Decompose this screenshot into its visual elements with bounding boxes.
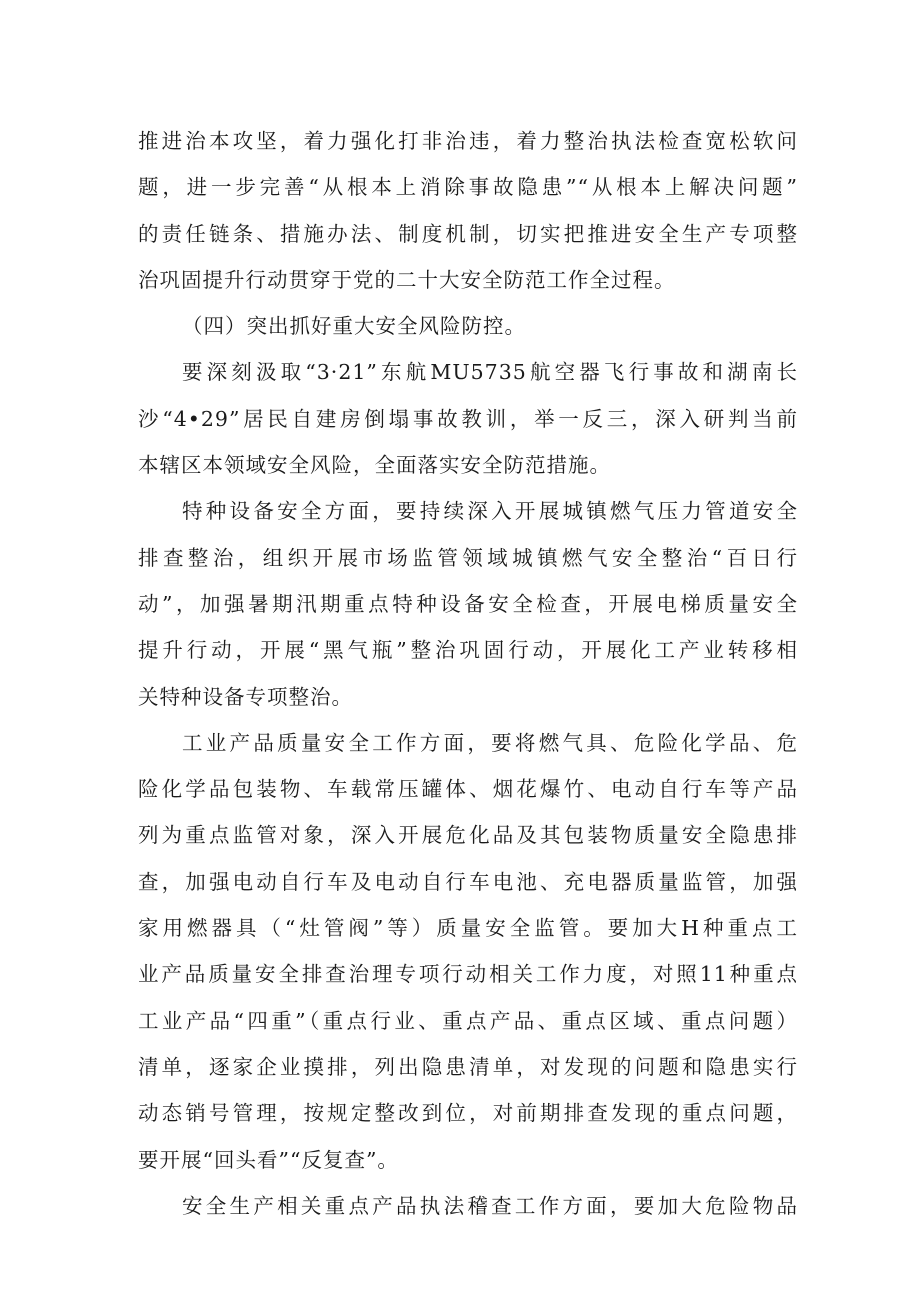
text-line-16: 列为重点监管对象，深入开展危化品及其包装物质量安全隐患排 [138, 823, 798, 848]
text-line-15: 险化学品包装物、车载常压罐体、烟花爆竹、电动自行车等产品 [138, 777, 798, 802]
text-line-21: 清单，逐家企业摸排，列出隐患清单，对发现的问题和隐患实行 [138, 1054, 798, 1079]
text-line-1: 推进治本攻坚，着力强化打非治违，着力整治执法检查宽松软问 [138, 129, 798, 153]
text-line-9: 特种设备安全方面，要持续深入开展城镇燃气压力管道安全 [182, 499, 798, 524]
text-line-13: 关特种设备专项整治。 [138, 684, 353, 709]
text-line-19: 业产品质量安全排查治理专项行动相关工作力度，对照11种重点 [138, 962, 798, 987]
text-line-20: 工业产品“四重”（重点行业、重点产品、重点区域、重点问题） [138, 1008, 798, 1033]
text-line-24: 安全生产相关重点产品执法稽查工作方面，要加大危险物品 [182, 1193, 798, 1218]
text-line-14: 工业产品质量安全工作方面，要将燃气具、危险化学品、危 [182, 730, 798, 755]
text-line-11: 动”，加强暑期汛期重点特种设备安全检查，开展电梯质量安全 [138, 591, 798, 616]
document-body [138, 118, 798, 1229]
text-line-8: 本辖区本领域安全风险，全面落实安全防范措施。 [138, 453, 611, 478]
text-line-23: 要开展“回头看”“反复查”。 [138, 1147, 399, 1172]
text-line-7: 沙“4•29”居民自建房倒塌事故教训，举一反三，深入研判当前 [138, 406, 798, 431]
text-line-12: 提升行动，开展“黑气瓶”整治巩固行动，开展化工产业转移相 [138, 638, 798, 663]
section-heading: （四）突出抓好重大安全风险防控。 [182, 314, 526, 339]
text-line-10: 排查整治，组织开展市场监管领域城镇燃气安全整治“百日行 [138, 545, 798, 570]
text-line-4: 治巩固提升行动贯穿于党的二十大安全防范工作全过程。 [138, 267, 676, 292]
text-line-17: 查，加强电动自行车及电动自行车电池、充电器质量监管，加强 [138, 869, 798, 894]
text-line-2: 题，进一步完善“从根本上消除事故隐患”“从根本上解决问题” [138, 175, 798, 200]
text-line-18: 家用燃器具（“灶管阀”等）质量安全监管。要加大H种重点工 [138, 916, 798, 941]
text-line-22: 动态销号管理，按规定整改到位，对前期排查发现的重点问题， [138, 1101, 798, 1126]
text-line-3: 的责任链条、措施办法、制度机制，切实把推进安全生产专项整 [138, 221, 798, 246]
text-line-6: 要深刻汲取“3·21”东航MU5735航空器飞行事故和湖南长 [182, 360, 798, 385]
